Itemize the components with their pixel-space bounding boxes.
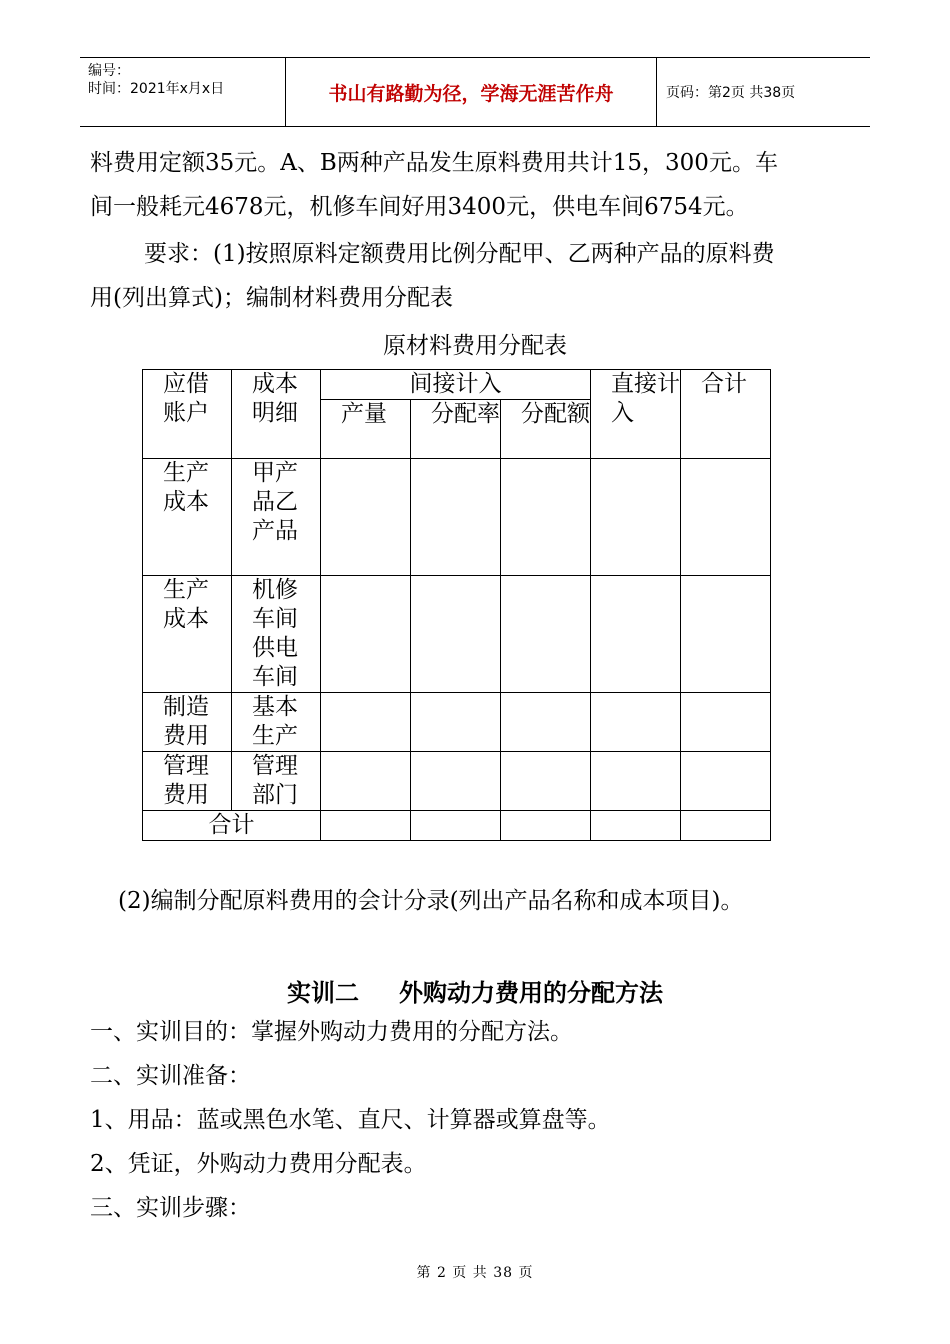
training-steps: 三、实训步骤： xyxy=(90,1195,251,1221)
training-goal: 一、实训目的：掌握外购动力费用的分配方法。 xyxy=(90,1019,573,1045)
row-detail: 机修车间供电车间 xyxy=(232,576,321,693)
header-direct: 直接计入 xyxy=(591,370,681,459)
header-motto: 书山有路勤为径，学海无涯苦作舟 xyxy=(285,58,657,126)
header-meta xyxy=(88,62,224,98)
header-output: 产量 xyxy=(321,400,411,459)
total-label: 合计 xyxy=(143,811,321,841)
page-footer: 第 2 页 共 38 页 xyxy=(416,1265,534,1281)
prep-item: 1、用品：蓝或黑色水笔、直尺、计算器或算盘等。 xyxy=(90,1107,611,1133)
row-detail: 管理部门 xyxy=(232,752,321,811)
header-amount: 分配额 xyxy=(501,400,591,459)
header-indirect: 间接计入 xyxy=(321,370,591,400)
section-number: 实训二 xyxy=(287,978,359,1007)
prep-item: 2、凭证，外购动力费用分配表。 xyxy=(90,1151,427,1177)
row-account: 生产成本 xyxy=(143,576,232,693)
header-account: 应借账户 xyxy=(143,370,232,459)
table-row xyxy=(143,459,771,576)
table-row xyxy=(143,693,771,752)
section-title: 外购动力费用的分配方法 xyxy=(399,978,663,1007)
paragraph-line: 料费用定额35元。A、B两种产品发生原料费用共计15，300元。车 xyxy=(90,150,778,176)
row-detail: 甲产品乙产品 xyxy=(232,459,321,576)
row-account: 制造费用 xyxy=(143,693,232,752)
requirement-line: 用(列出算式)；编制材料费用分配表 xyxy=(90,285,453,311)
training-prep: 二、实训准备： xyxy=(90,1063,251,1089)
requirement-2: (2)编制分配原料费用的会计分录(列出产品名称和成本项目)。 xyxy=(118,888,744,914)
header-rate: 分配率 xyxy=(411,400,501,459)
row-account: 生产成本 xyxy=(143,459,232,576)
serial-label: 编号： xyxy=(88,63,130,79)
section-heading xyxy=(0,973,950,1008)
table-total-row xyxy=(143,811,771,841)
table-caption: 原材料费用分配表 xyxy=(383,333,567,359)
requirement-line: 要求：(1)按照原料定额费用比例分配甲、乙两种产品的原料费 xyxy=(144,241,775,267)
time-label: 时间：2021年x月x日 xyxy=(88,81,225,97)
table-row xyxy=(143,752,771,811)
table-row xyxy=(143,576,771,693)
material-allocation-table xyxy=(142,369,771,841)
header-total: 合计 xyxy=(681,370,771,459)
page-header xyxy=(80,57,870,127)
paragraph-line: 间一般耗元4678元，机修车间好用3400元，供电车间6754元。 xyxy=(90,194,749,220)
header-page-info: 页码：第2页 共38页 xyxy=(666,85,796,101)
row-account: 管理费用 xyxy=(143,752,232,811)
header-cost-detail: 成本明细 xyxy=(232,370,321,459)
row-detail: 基本生产 xyxy=(232,693,321,752)
